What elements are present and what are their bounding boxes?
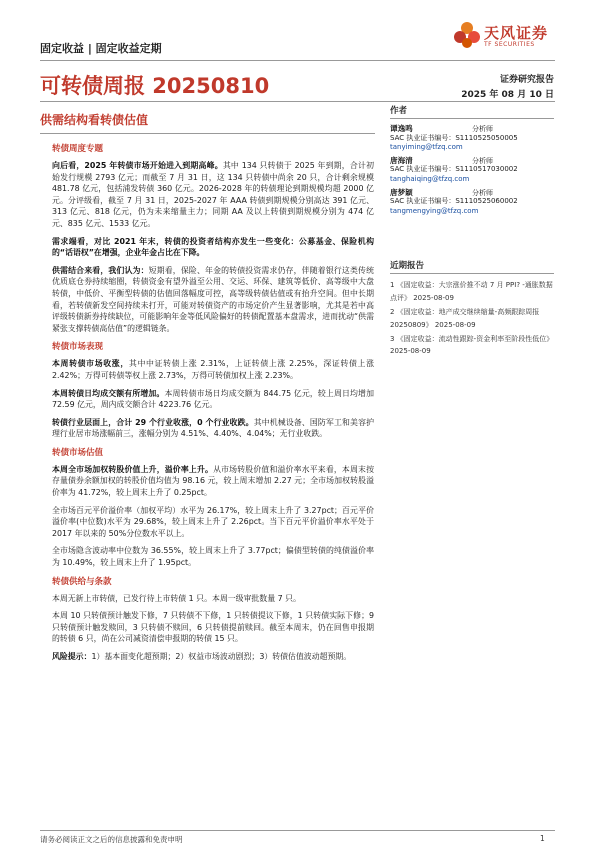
paragraph <box>52 593 374 605</box>
report-date: 2025 年 08 月 10 日 <box>461 90 554 100</box>
author-card <box>390 124 554 153</box>
paragraph <box>52 265 374 335</box>
author-name: 唐海清 <box>390 155 413 165</box>
logo-text-en: TF SECURITIES <box>484 41 535 48</box>
author-name: 唐梦颖 <box>390 187 413 197</box>
paragraph-lead: 需求端看，对比 2021 年末，转债的投资者结构亦发生一些变化：公募基金、保险机构的“话语权”在增强，企业年金占比在下降。 <box>52 236 374 258</box>
paragraph-lead: 转债行业层面上，合计 29 个行业收涨，0 个行业收跌。 <box>52 417 254 427</box>
paragraph <box>52 464 374 499</box>
paragraph-body: 其中中证转债上涨 2.31%，上证转债上涨 2.25%，深证转债上涨 2.42%；万得可转债等权上涨 2.73%，万得可转债加权上涨 2.23%。 <box>52 359 374 380</box>
paragraph <box>52 160 374 230</box>
header-divider <box>40 60 555 61</box>
paragraph-body: 全市场百元平价溢价率（加权平均）水平为 26.17%，较上周末上升了 3.27pct；百元平价溢价率(中位数)水平为 29.68%，较上周末上升了 2.26pct。当下百元平价溢价率水平处于 2017 年以来的 50%分位数水平以上。 <box>52 505 374 538</box>
author-role: 分析师 <box>472 125 493 133</box>
section-valuation <box>52 446 374 569</box>
paragraph <box>52 545 374 568</box>
sidebar <box>390 104 554 360</box>
report-title: 可转债周报 20250810 <box>40 74 270 98</box>
author-email-link[interactable]: tangmengying@tfzq.com <box>390 206 479 215</box>
paragraph <box>52 417 374 440</box>
paragraph-body: 本周无新上市转债，已发行待上市转债 1 只。本周一级审批数量 7 只。 <box>52 593 301 603</box>
paragraph-body: 本周转债市场日均成交额为 844.75 亿元，较上周日均增加 72.59 亿元，周内成交额合计 4223.76 亿元。 <box>52 388 374 410</box>
paragraph <box>52 610 374 645</box>
footer-divider <box>40 830 555 831</box>
report-category: 固定收益 | 固定收益定期 <box>40 42 162 55</box>
risk-warning <box>52 651 374 663</box>
subtitle-divider <box>40 133 375 134</box>
section-heading: 转债市场表现 <box>52 342 104 353</box>
paragraph-lead: 本周全市场加权转股价值上升，溢价率上升。 <box>52 464 214 474</box>
logo-text-cn: 天风证券 <box>484 24 549 42</box>
paragraph-body: 短期看，保险、年金的转债投资需求仍存，伴随着银行这类传统优质底仓券持续缩圈，转债资金有望外溢至公用、交运、环保、建筑等低价、高等级中大盘转债，中低价、平衡型转债的估值回落幅度可控，高等级转债估值或有抬升空间。但中长期看，若转债新发空间持续未打开，可能对转债资产的市场定价产生显著影响，尤其是若中高评级转债新券持续缺位，可能影响年金等低风险偏好的转债配置基本盘需求，进而扰动“供需紧张支撑转债高估值”的逻辑链条。 <box>52 265 374 333</box>
authors-heading: 作者 <box>390 104 554 119</box>
paragraph-lead: 本周转债日均成交额有所增加。 <box>52 388 165 398</box>
paragraph-body: 其中机械设备、国防军工和美容护理行业居市场涨幅前三，涨幅分别为 4.51%、4.40%、4.04%；无行业收跌。 <box>52 417 374 439</box>
footer-disclaimer: 请务必阅读正文之后的信息披露和免责申明 <box>40 835 183 844</box>
report-type: 证券研究报告 <box>499 75 554 85</box>
title-divider <box>40 101 555 102</box>
paragraph <box>52 505 374 540</box>
author-role: 分析师 <box>472 188 493 197</box>
recent-reports-heading: 近期报告 <box>390 259 554 274</box>
paragraph-body: 从市场转股价值和溢价率水平来看，本周末按存量债券余额加权的转股价值均值为 98.16 元，较上周末增加 2.27 元；全市场加权转股溢价率为 41.72%，较上周末上升了 0.25pct。 <box>52 464 374 498</box>
author-card <box>390 188 554 217</box>
page-number: 1 <box>540 834 545 843</box>
author-license: SAC 执业证书编号：S1110517030002 <box>390 165 518 174</box>
section-heading: 转债周度专题 <box>52 144 104 154</box>
section-heading: 转债市场估值 <box>52 447 104 458</box>
paragraph <box>52 358 374 381</box>
author-card <box>390 156 554 185</box>
author-email-link[interactable]: tanyiming@tfzq.com <box>390 143 463 152</box>
recent-report-link[interactable]: 1 《固定收益：大宗涨价推不动 7 月 PPI? -通胀数据点评》 2025-08-09 <box>390 281 553 302</box>
recent-report-link[interactable]: 2 《固定收益：地产成交继续缩量-高频跟踪周报 20250809》 2025-08-09 <box>390 308 540 329</box>
author-role: 分析师 <box>472 156 493 165</box>
report-subtitle: 供需结构看转债估值 <box>40 113 149 127</box>
main-content <box>52 142 374 669</box>
paragraph-lead: 风险提示： <box>52 652 92 661</box>
paragraph-body: 全市场隐含波动率中位数为 36.55%，较上周末上升了 3.77pct；偏债型转债的纯债溢价率为 10.49%，较上周末上升了 1.95pct。 <box>52 546 374 568</box>
paragraph <box>52 388 374 411</box>
recent-report-link[interactable]: 3 《固定收益：流动性跟踪-资金利率至阶段性低位》 2025-08-09 <box>390 334 554 356</box>
section-heading: 转债供给与条款 <box>52 576 112 587</box>
paragraph-body: 1）基本面变化超预期；2）权益市场波动剧烈；3）转债估值波动超预期。 <box>91 652 352 661</box>
company-logo <box>452 20 482 50</box>
author-email-link[interactable]: tanghaiqing@tfzq.com <box>390 174 470 183</box>
sidebar-spacer <box>390 219 554 259</box>
paragraph-lead: 供需结合来看，我们认为： <box>52 265 149 275</box>
section-market-performance <box>52 340 374 440</box>
paragraph <box>52 236 374 259</box>
paragraph-lead: 本周转债市场收涨， <box>52 359 129 369</box>
section-supply-terms <box>52 575 374 663</box>
section-weekly-topic <box>52 142 374 334</box>
paragraph-body: 其中 134 只转债于 2025 年到期，合计初始发行规模 2793 亿元；而截至 7 月 31 日，这 134 只转债中尚余 20 只，合计剩余规模 481.78 亿元，包括浦发转债 360 亿元。2026-2028 年的转债理论到期规模均超 2000 亿元。分评级看，截至 7 月 31 日，2025-2027 年 AAA 转债到期规模分别高达 391 亿元、313 亿元、818 亿元，仍为未来缩量主力；同期 AA 及以上转债到期规模分别为 474 亿元、835 亿元、1533 亿元。 <box>52 161 374 228</box>
author-license: SAC 执业证书编号：S1110525060002 <box>390 197 518 206</box>
paragraph-lead: 向后看，2025 年转债市场开始进入到期高峰。 <box>52 161 223 170</box>
paragraph-body: 本周 10 只转债预计触发下修，7 只转债不下修，1 只转债提议下修，1 只转债实际下修；9 只转债预计触发赎回，3 只转债不赎回，6 只转债提前赎回。截至本周末，仍在回售申报期的转债 6 只，尚在公司减资清偿申报期的转债 15 只。 <box>52 611 374 644</box>
logo-flower-icon <box>452 20 482 50</box>
author-license: SAC 执业证书编号：S1110525050005 <box>390 133 518 142</box>
author-name: 谭逸鸣 <box>390 124 413 133</box>
